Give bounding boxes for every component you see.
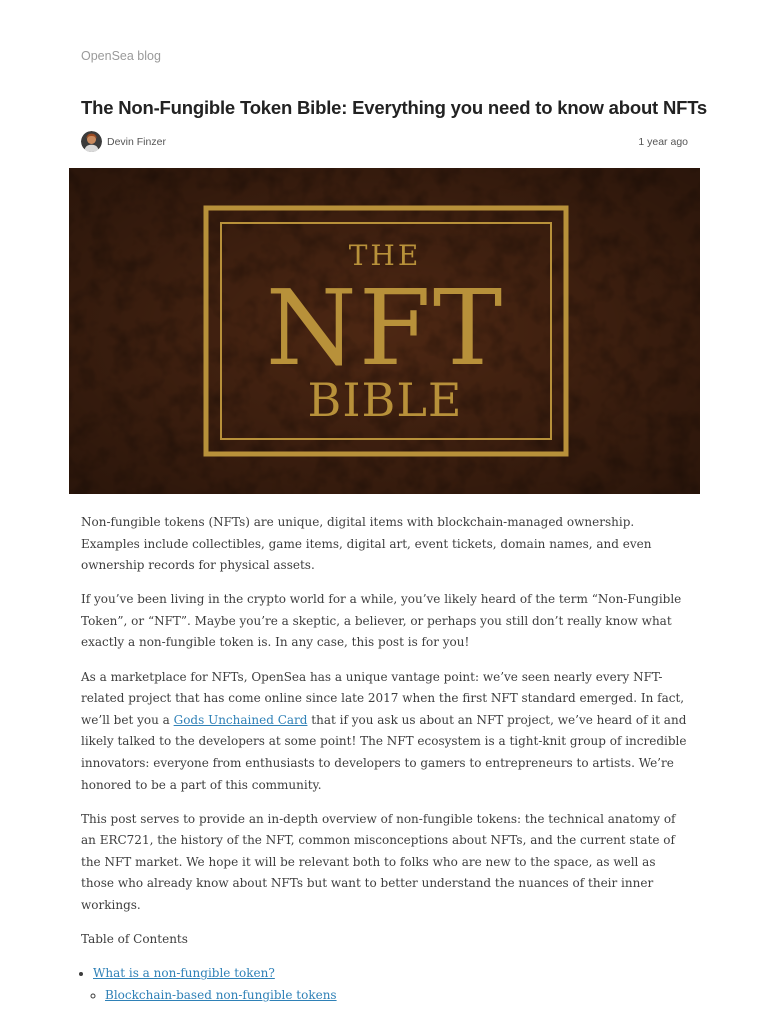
paragraph-overview: This post serves to provide an in-depth overview of non-fungible tokens: the technical anatomy of an ERC721, the history of the NFT, common misconceptions about NFTs, and the current state of the NFT market. We hope it will be relevant both to folks who are new to the space, as well as those who already know about NFTs but want to better understand the nuances of their inner workings. [81, 811, 676, 912]
paragraph-audience: If you’ve been living in the crypto world for a while, you’ve likely heard of the term “Non-Fungible Token”, or “NFT”. Maybe you’re a skeptic, a believer, or perhaps you still don’t really know what exactly a non-fungible token is. In any case, this post is for you! [81, 592, 682, 650]
toc-heading: Table of Contents [81, 932, 188, 947]
gods-unchained-card-link[interactable]: Gods Unchained Card [173, 712, 308, 727]
post-title: The Non-Fungible Token Bible: Everything you need to know about NFTs [81, 97, 708, 118]
toc-link-blockchain-nft[interactable]: Blockchain-based non-fungible tokens [105, 987, 337, 1002]
post-body [81, 512, 691, 1006]
toc-subitem [105, 985, 691, 1007]
toc-item [93, 963, 691, 1006]
blog-name-link[interactable]: OpenSea blog [81, 49, 161, 63]
toc-sublist [93, 985, 691, 1007]
hero-title-line1: THE [348, 239, 422, 272]
paragraph-marketplace-text-a: As a marketplace for NFTs, OpenSea has a unique vantage point: we’ve seen nearly every NFT-related project that has come online since late 2017 when the first NFT standard emerged. In fact, we’ll bet you a [81, 669, 685, 727]
hero-image [69, 168, 700, 494]
toc-list [81, 963, 691, 1006]
paragraph-marketplace-text-b: that if you ask us about an NFT project, we’ve heard of it and likely talked to the developers at some point! The NFT ecosystem is a tight-knit group of incredible innovators: everyone from enthusiasts to developers to gamers to entrepreneurs to artists. We’re honored to be a part of this community. [81, 712, 687, 792]
hero-title-line2: NFT [265, 267, 505, 389]
toc-link-what-is-nft[interactable]: What is a non-fungible token? [93, 966, 275, 981]
hero-title-line3: BIBLE [307, 373, 463, 427]
paragraph-intro: Non-fungible tokens (NFTs) are unique, digital items with blockchain-managed ownership. Examples include collectibles, game items, digital art, event tickets, domain names, and even ownership records for physical assets. [81, 515, 652, 573]
paragraph-marketplace [81, 667, 691, 797]
author-name[interactable]: Devin Finzer [107, 136, 166, 148]
author-avatar[interactable] [81, 131, 102, 152]
post-timestamp: 1 year ago [638, 136, 688, 148]
post-meta [81, 131, 688, 153]
